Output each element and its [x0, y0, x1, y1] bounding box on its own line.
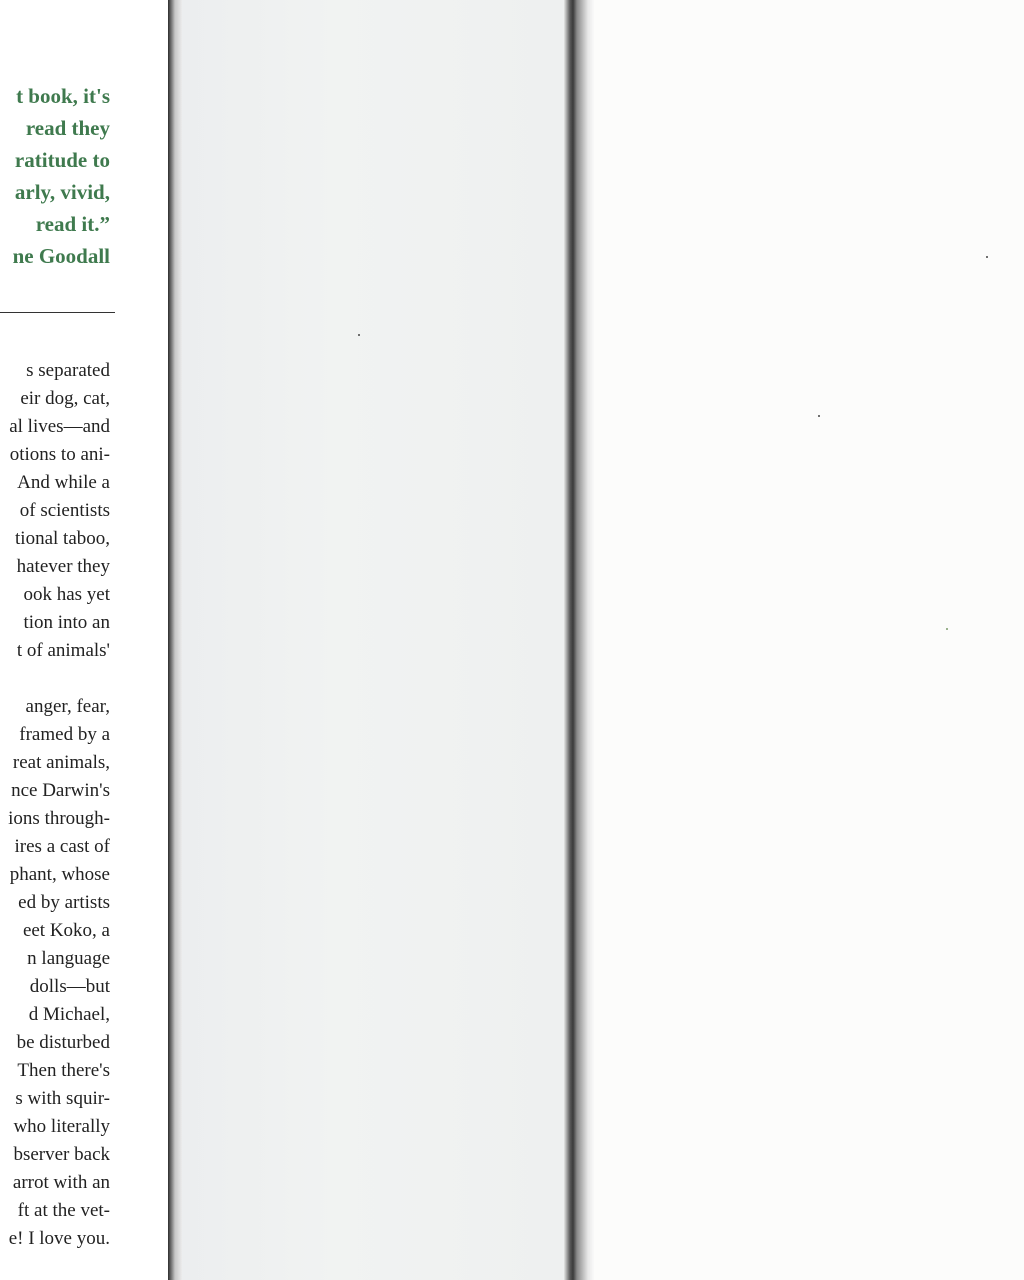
- quote-line: arly, vivid,: [14, 180, 110, 204]
- text-line: arrot with an: [12, 1172, 110, 1193]
- dust-speck: [986, 256, 988, 258]
- text-line: And while a: [17, 472, 110, 493]
- quote-line: read it.”: [35, 212, 110, 236]
- text-line: nce Darwin's: [11, 780, 110, 801]
- dust-speck: [358, 334, 360, 336]
- dust-speck: [818, 415, 820, 417]
- text-line: tional taboo,: [15, 528, 110, 549]
- text-line: ook has yet: [23, 584, 110, 605]
- quote-line: read they: [25, 116, 110, 140]
- quote-line: t book, it's: [16, 84, 110, 108]
- text-line: ed by artists: [18, 892, 110, 913]
- text-line: s with squir-: [15, 1088, 110, 1109]
- text-line: t of animals': [16, 640, 110, 661]
- quote-line: ratitude to: [14, 148, 110, 172]
- dust-speck: [946, 628, 948, 630]
- text-line: eet Koko, a: [22, 920, 110, 941]
- text-line: phant, whose: [9, 864, 110, 885]
- text-line: ions through-: [8, 808, 110, 829]
- text-line: al lives—and: [9, 416, 110, 437]
- text-line: eir dog, cat,: [20, 388, 110, 409]
- text-line: ires a cast of: [14, 836, 110, 857]
- text-line: n language: [27, 948, 110, 969]
- text-line: s separated: [26, 360, 110, 381]
- text-line: hatever they: [16, 556, 110, 577]
- text-line: framed by a: [19, 724, 110, 745]
- text-line: bserver back: [13, 1144, 110, 1165]
- text-line: tion into an: [23, 612, 110, 633]
- text-line: be disturbed: [16, 1032, 110, 1053]
- jacket-flap: [0, 0, 170, 1280]
- endpaper: [594, 0, 1024, 1280]
- page-fold-shadow: [564, 0, 594, 1280]
- flap-edge-shadow: [168, 0, 182, 1280]
- flap-description: [8, 357, 110, 1253]
- text-line: who literally: [13, 1116, 110, 1137]
- text-line: d Michael,: [28, 1004, 110, 1025]
- quote-attribution: ne Goodall: [12, 244, 110, 268]
- text-line: ft at the vet-: [17, 1200, 110, 1221]
- paragraph-gap: [8, 665, 110, 693]
- text-line: anger, fear,: [25, 696, 110, 717]
- text-line: reat animals,: [12, 752, 110, 773]
- blank-page: [182, 0, 567, 1280]
- text-line: otions to ani-: [9, 444, 110, 465]
- divider-rule: [0, 312, 115, 313]
- text-line: e! I love you.: [8, 1228, 110, 1249]
- endorsement-quote: [0, 80, 110, 272]
- text-line: Then there's: [17, 1060, 110, 1081]
- text-line: dolls—but: [29, 976, 110, 997]
- text-line: of scientists: [19, 500, 110, 521]
